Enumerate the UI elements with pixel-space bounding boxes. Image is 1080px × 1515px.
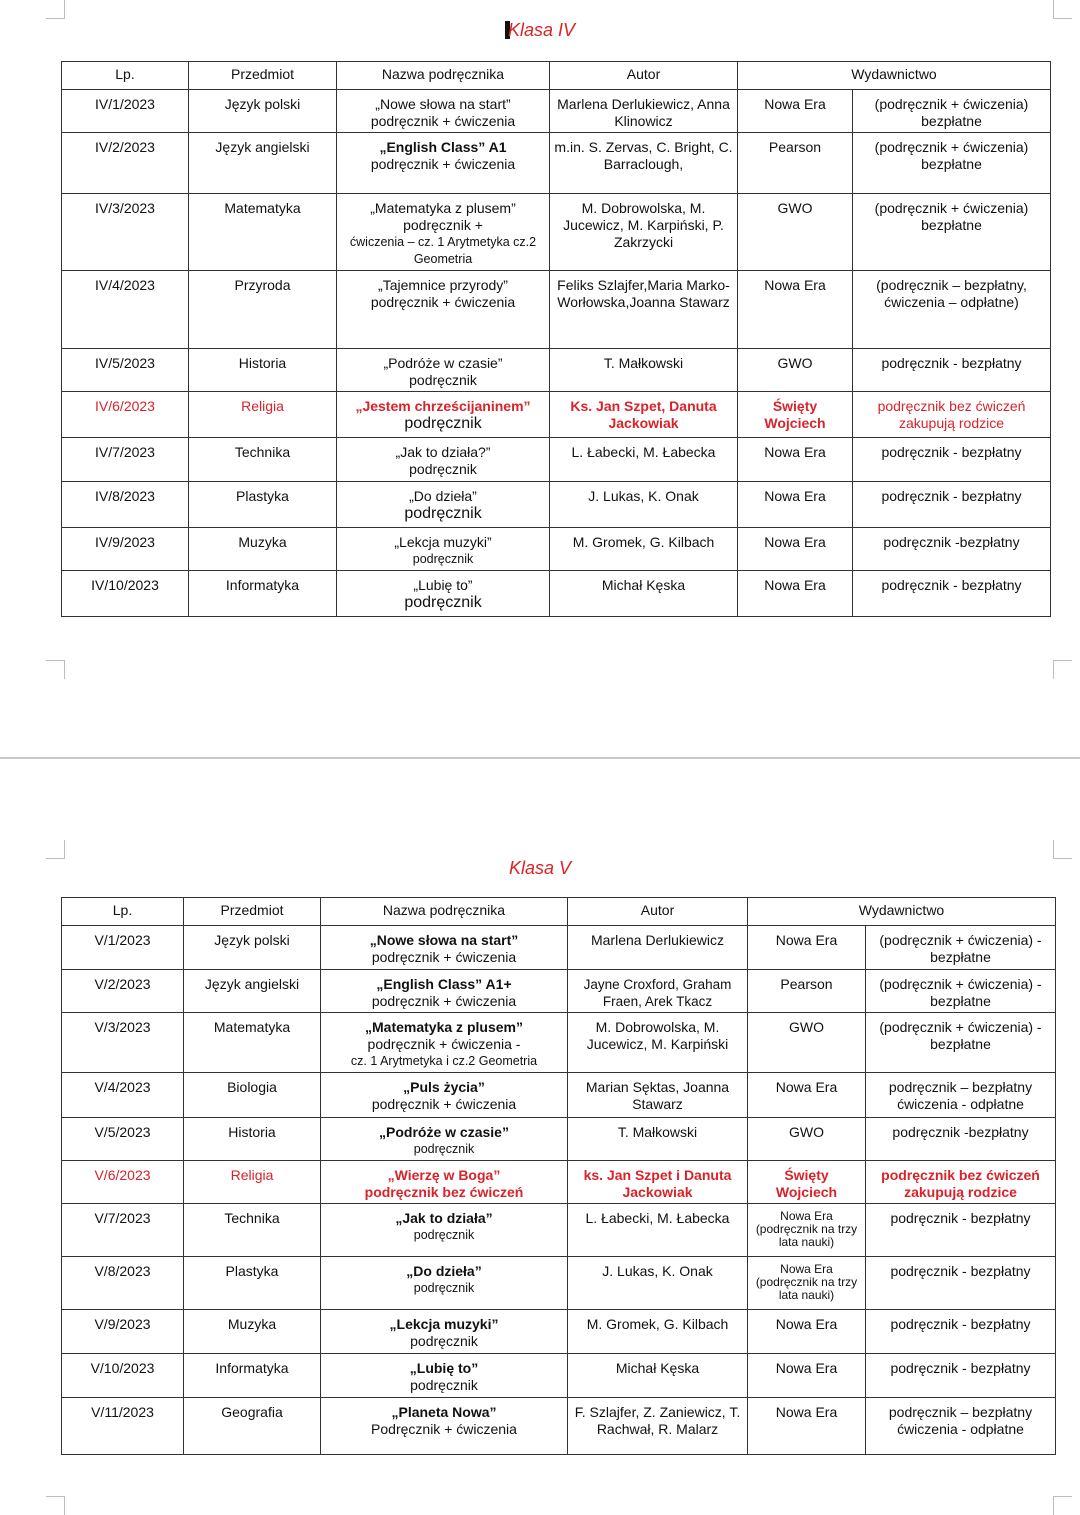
- book-type: podręcznik: [404, 505, 482, 522]
- book-title: „Jak to działa?”: [395, 444, 491, 460]
- table-row: [62, 1204, 1056, 1257]
- page-divider: [0, 757, 1080, 759]
- book-title: „English Class” A1: [379, 139, 507, 155]
- book-title: „Wierzę w Boga”: [387, 1167, 501, 1183]
- publisher-cell: GWO: [748, 1013, 866, 1073]
- author-cell: T. Małkowski: [550, 349, 738, 392]
- publisher-cell: Święty Wojciech: [738, 392, 853, 438]
- book-type: podręcznik: [404, 594, 482, 611]
- table-row: [62, 1161, 1056, 1204]
- header-nazwa: Nazwa podręcznika: [321, 898, 568, 926]
- lp-cell: V/3/2023: [62, 1013, 184, 1073]
- lp-cell: V/10/2023: [62, 1354, 184, 1398]
- crop-mark: [1053, 840, 1072, 859]
- author-cell: J. Lukas, K. Onak: [550, 482, 738, 528]
- book-title: „Matematyka z plusem”: [365, 1019, 523, 1035]
- title-cell: [321, 1161, 568, 1204]
- crop-mark: [46, 660, 65, 679]
- table-row: [62, 438, 1051, 482]
- title-cell: [321, 1257, 568, 1310]
- title-cell: [321, 1204, 568, 1257]
- class-title: [0, 20, 1080, 41]
- cost-cell: podręcznik bez ćwiczeń zakupują rodzice: [866, 1161, 1056, 1204]
- book-type: podręcznik bez ćwiczeń: [364, 1184, 524, 1200]
- class-title-text: Klasa IV: [507, 20, 576, 40]
- title-cell: [337, 528, 550, 571]
- cost-cell: podręcznik -bezpłatny: [866, 1118, 1056, 1161]
- textbook-table: [61, 897, 1056, 1455]
- book-title: „Lekcja muzyki”: [389, 1316, 499, 1332]
- title-cell: [321, 1073, 568, 1118]
- table-row: [62, 392, 1051, 438]
- document-page-1: [0, 0, 1080, 756]
- title-cell: [337, 133, 550, 194]
- book-type: podręcznik: [412, 552, 474, 566]
- header-wydawnictwo: Wydawnictwo: [738, 62, 1051, 90]
- table-row: [62, 926, 1056, 970]
- lp-cell: V/8/2023: [62, 1257, 184, 1310]
- table-row: [62, 1398, 1056, 1455]
- title-cell: [337, 271, 550, 349]
- lp-cell: IV/1/2023: [62, 90, 189, 133]
- book-parts: ćwiczenia – cz. 1 Arytmetyka cz.2 Geometria: [349, 235, 537, 266]
- cost-cell: podręcznik - bezpłatny: [853, 571, 1051, 617]
- subject-cell: Przyroda: [189, 271, 337, 349]
- book-title: „Jestem chrześcijaninem”: [355, 398, 531, 414]
- book-title: „Matematyka z plusem”: [370, 200, 516, 216]
- book-title: „Nowe słowa na start”: [369, 932, 519, 948]
- subject-cell: Geografia: [184, 1398, 321, 1455]
- cost-cell: podręcznik -bezpłatny: [853, 528, 1051, 571]
- author-cell: M. Dobrowolska, M. Jucewicz, M. Karpiński, P. Zakrzycki: [550, 194, 738, 271]
- header-nazwa: Nazwa podręcznika: [337, 62, 550, 90]
- table-header-row: [62, 898, 1056, 926]
- table-row: [62, 1257, 1056, 1310]
- publisher-cell: Pearson: [738, 133, 853, 194]
- subject-cell: Informatyka: [184, 1354, 321, 1398]
- lp-cell: IV/3/2023: [62, 194, 189, 271]
- table-row: [62, 271, 1051, 349]
- lp-cell: IV/2/2023: [62, 133, 189, 194]
- title-cell: [337, 90, 550, 133]
- author-cell: J. Lukas, K. Onak: [568, 1257, 748, 1310]
- book-type: podręcznik: [410, 1377, 478, 1393]
- cost-cell: (podręcznik + ćwiczenia) bezpłatne: [853, 133, 1051, 194]
- lp-cell: IV/4/2023: [62, 271, 189, 349]
- lp-cell: IV/6/2023: [62, 392, 189, 438]
- publisher-name: Nowa Era: [780, 1209, 833, 1223]
- author-cell: Feliks Szlajfer,Maria Marko- Worłowska,Joanna Stawarz: [550, 271, 738, 349]
- header-lp: Lp.: [62, 62, 189, 90]
- title-cell: [337, 194, 550, 271]
- table-row: [62, 482, 1051, 528]
- book-title: „Do dzieła”: [409, 488, 477, 504]
- cost-cell: podręcznik - bezpłatny: [853, 482, 1051, 528]
- table-header-row: [62, 62, 1051, 90]
- lp-cell: IV/9/2023: [62, 528, 189, 571]
- book-title: „Puls życia”: [403, 1079, 485, 1095]
- lp-cell: V/1/2023: [62, 926, 184, 970]
- lp-cell: V/6/2023: [62, 1161, 184, 1204]
- book-type: podręcznik + ćwiczenia: [371, 949, 517, 965]
- cost-cell: podręcznik - bezpłatny: [866, 1354, 1056, 1398]
- author-cell: Michał Kęska: [568, 1354, 748, 1398]
- crop-mark: [1053, 1496, 1072, 1515]
- publisher-cell: Nowa Era: [748, 1073, 866, 1118]
- lp-cell: V/2/2023: [62, 970, 184, 1013]
- book-title: „Podróże w czasie”: [379, 1124, 509, 1140]
- author-cell: Michał Kęska: [550, 571, 738, 617]
- author-cell: Jayne Croxford, Graham Fraen, Arek Tkacz: [568, 970, 748, 1013]
- title-cell: [337, 438, 550, 482]
- book-type: podręcznik: [404, 415, 482, 432]
- subject-cell: Matematyka: [184, 1013, 321, 1073]
- cost-cell: podręcznik - bezpłatny: [853, 438, 1051, 482]
- book-type: podręcznik + ćwiczenia: [371, 1096, 517, 1112]
- table-row: [62, 528, 1051, 571]
- subject-cell: Język polski: [189, 90, 337, 133]
- book-title: „Tajemnice przyrody”: [378, 277, 508, 293]
- book-title: „Jak to działa”: [395, 1210, 493, 1226]
- table-row: [62, 1073, 1056, 1118]
- book-title: „Do dzieła”: [406, 1263, 482, 1279]
- author-cell: Ks. Jan Szpet, Danuta Jackowiak: [550, 392, 738, 438]
- publisher-cell: Nowa Era: [748, 926, 866, 970]
- table-row: [62, 1310, 1056, 1354]
- author-cell: T. Małkowski: [568, 1118, 748, 1161]
- lp-cell: V/9/2023: [62, 1310, 184, 1354]
- book-type: podręcznik: [409, 372, 477, 388]
- lp-cell: IV/5/2023: [62, 349, 189, 392]
- title-cell: [321, 970, 568, 1013]
- publisher-note: (podręcznik na trzy lata nauki): [755, 1275, 858, 1302]
- author-cell: F. Szlajfer, Z. Zaniewicz, T. Rachwał, R. Malarz: [568, 1398, 748, 1455]
- lp-cell: V/4/2023: [62, 1073, 184, 1118]
- table-row: [62, 133, 1051, 194]
- publisher-cell: Nowa Era: [738, 528, 853, 571]
- book-type: podręcznik: [410, 1333, 478, 1349]
- subject-cell: Muzyka: [189, 528, 337, 571]
- header-przedmiot: Przedmiot: [189, 62, 337, 90]
- author-cell: M. Dobrowolska, M. Jucewicz, M. Karpiński: [568, 1013, 748, 1073]
- subject-cell: Muzyka: [184, 1310, 321, 1354]
- author-cell: M. Gromek, G. Kilbach: [568, 1310, 748, 1354]
- cost-cell: podręcznik - bezpłatny: [866, 1257, 1056, 1310]
- lp-cell: IV/7/2023: [62, 438, 189, 482]
- cost-cell: podręcznik - bezpłatny: [853, 349, 1051, 392]
- publisher-cell: Nowa Era: [748, 1398, 866, 1455]
- publisher-cell: Nowa Era: [738, 438, 853, 482]
- subject-cell: Plastyka: [189, 482, 337, 528]
- header-wydawnictwo: Wydawnictwo: [748, 898, 1056, 926]
- lp-cell: IV/8/2023: [62, 482, 189, 528]
- publisher-cell: Pearson: [748, 970, 866, 1013]
- cost-cell: podręcznik - bezpłatny: [866, 1310, 1056, 1354]
- table-row: [62, 90, 1051, 133]
- subject-cell: Historia: [184, 1118, 321, 1161]
- crop-mark: [46, 840, 65, 859]
- publisher-name: Nowa Era: [780, 1262, 833, 1276]
- publisher-cell: Nowa Era: [748, 1354, 866, 1398]
- cost-cell: (podręcznik + ćwiczenia) bezpłatne: [853, 194, 1051, 271]
- cost-cell: (podręcznik + ćwiczenia) bezpłatne: [853, 90, 1051, 133]
- crop-mark: [46, 1496, 65, 1515]
- subject-cell: Informatyka: [189, 571, 337, 617]
- title-cell: [337, 482, 550, 528]
- book-title: „English Class” A1+: [376, 976, 512, 992]
- book-type: podręcznik +: [403, 217, 483, 233]
- header-przedmiot: Przedmiot: [184, 898, 321, 926]
- book-parts: cz. 1 Arytmetyka i cz.2 Geometria: [350, 1054, 538, 1068]
- subject-cell: Technika: [189, 438, 337, 482]
- title-cell: [321, 1013, 568, 1073]
- publisher-note: (podręcznik na trzy lata nauki): [755, 1222, 858, 1249]
- table-row: [62, 1354, 1056, 1398]
- publisher-cell: Święty Wojciech: [748, 1161, 866, 1204]
- header-lp: Lp.: [62, 898, 184, 926]
- subject-cell: Język angielski: [184, 970, 321, 1013]
- book-type: podręcznik: [413, 1228, 475, 1242]
- book-type: podręcznik + ćwiczenia: [370, 113, 516, 129]
- author-cell: Marlena Derlukiewicz: [568, 926, 748, 970]
- publisher-cell: Nowa Era: [738, 482, 853, 528]
- title-cell: [321, 1310, 568, 1354]
- book-title: „Planeta Nowa”: [391, 1404, 497, 1420]
- book-type: podręcznik + ćwiczenia: [370, 156, 516, 172]
- book-title: „Lubię to”: [413, 577, 473, 593]
- table-row: [62, 1118, 1056, 1161]
- cost-cell: (podręcznik – bezpłatny, ćwiczenia – odpłatne): [853, 271, 1051, 349]
- book-title: „Lubię to”: [409, 1360, 479, 1376]
- publisher-cell: Nowa Era: [738, 90, 853, 133]
- title-cell: [321, 1118, 568, 1161]
- table-row: [62, 349, 1051, 392]
- cost-cell: (podręcznik + ćwiczenia) - bezpłatne: [866, 970, 1056, 1013]
- book-type: Podręcznik + ćwiczenia: [371, 1421, 517, 1437]
- header-autor: Autor: [568, 898, 748, 926]
- title-cell: [337, 571, 550, 617]
- table-row: [62, 194, 1051, 271]
- book-title: „Podróże w czasie”: [383, 355, 503, 371]
- subject-cell: Religia: [184, 1161, 321, 1204]
- author-cell: M. Gromek, G. Kilbach: [550, 528, 738, 571]
- book-title: „Nowe słowa na start”: [375, 96, 511, 112]
- subject-cell: Technika: [184, 1204, 321, 1257]
- publisher-cell: [748, 1257, 866, 1310]
- cost-cell: podręcznik – bezpłatny ćwiczenia - odpłatne: [866, 1073, 1056, 1118]
- class-title-text: Klasa V: [508, 858, 572, 878]
- book-type: podręcznik + ćwiczenia: [370, 294, 516, 310]
- book-type: podręcznik: [409, 461, 477, 477]
- publisher-cell: GWO: [748, 1118, 866, 1161]
- author-cell: Marian Sęktas, Joanna Stawarz: [568, 1073, 748, 1118]
- title-cell: [337, 392, 550, 438]
- subject-cell: Język angielski: [189, 133, 337, 194]
- author-cell: L. Łabecki, M. Łabecka: [568, 1204, 748, 1257]
- lp-cell: V/5/2023: [62, 1118, 184, 1161]
- class-title: [0, 858, 1080, 879]
- lp-cell: V/7/2023: [62, 1204, 184, 1257]
- book-type: podręcznik: [413, 1142, 475, 1156]
- book-title: „Lekcja muzyki”: [394, 534, 492, 550]
- cost-cell: podręcznik – bezpłatny ćwiczenia - odpłatne: [866, 1398, 1056, 1455]
- publisher-cell: GWO: [738, 194, 853, 271]
- book-type: podręcznik: [413, 1281, 475, 1295]
- header-autor: Autor: [550, 62, 738, 90]
- title-cell: [337, 349, 550, 392]
- title-cell: [321, 1354, 568, 1398]
- textbook-table: [61, 61, 1051, 617]
- cost-cell: podręcznik - bezpłatny: [866, 1204, 1056, 1257]
- table-row: [62, 571, 1051, 617]
- subject-cell: Matematyka: [189, 194, 337, 271]
- book-type: podręcznik + ćwiczenia -: [367, 1036, 521, 1052]
- subject-cell: Religia: [189, 392, 337, 438]
- lp-cell: IV/10/2023: [62, 571, 189, 617]
- lp-cell: V/11/2023: [62, 1398, 184, 1455]
- subject-cell: Historia: [189, 349, 337, 392]
- author-cell: ks. Jan Szpet i Danuta Jackowiak: [568, 1161, 748, 1204]
- crop-mark: [46, 0, 65, 19]
- title-cell: [321, 1398, 568, 1455]
- table-row: [62, 970, 1056, 1013]
- publisher-cell: Nowa Era: [738, 571, 853, 617]
- author-cell: m.in. S. Zervas, C. Bright, C. Barraclough,: [550, 133, 738, 194]
- crop-mark: [1053, 0, 1072, 19]
- publisher-cell: GWO: [738, 349, 853, 392]
- table-row: [62, 1013, 1056, 1073]
- title-cell: [321, 926, 568, 970]
- cost-cell: podręcznik bez ćwiczeń zakupują rodzice: [853, 392, 1051, 438]
- subject-cell: Plastyka: [184, 1257, 321, 1310]
- crop-mark: [1053, 660, 1072, 679]
- cost-cell: (podręcznik + ćwiczenia) - bezpłatne: [866, 1013, 1056, 1073]
- author-cell: Marlena Derlukiewicz, Anna Klinowicz: [550, 90, 738, 133]
- book-type: podręcznik + ćwiczenia: [371, 993, 517, 1009]
- publisher-cell: [748, 1204, 866, 1257]
- publisher-cell: Nowa Era: [748, 1310, 866, 1354]
- cost-cell: (podręcznik + ćwiczenia) - bezpłatne: [866, 926, 1056, 970]
- subject-cell: Język polski: [184, 926, 321, 970]
- publisher-cell: Nowa Era: [738, 271, 853, 349]
- subject-cell: Biologia: [184, 1073, 321, 1118]
- author-cell: L. Łabecki, M. Łabecka: [550, 438, 738, 482]
